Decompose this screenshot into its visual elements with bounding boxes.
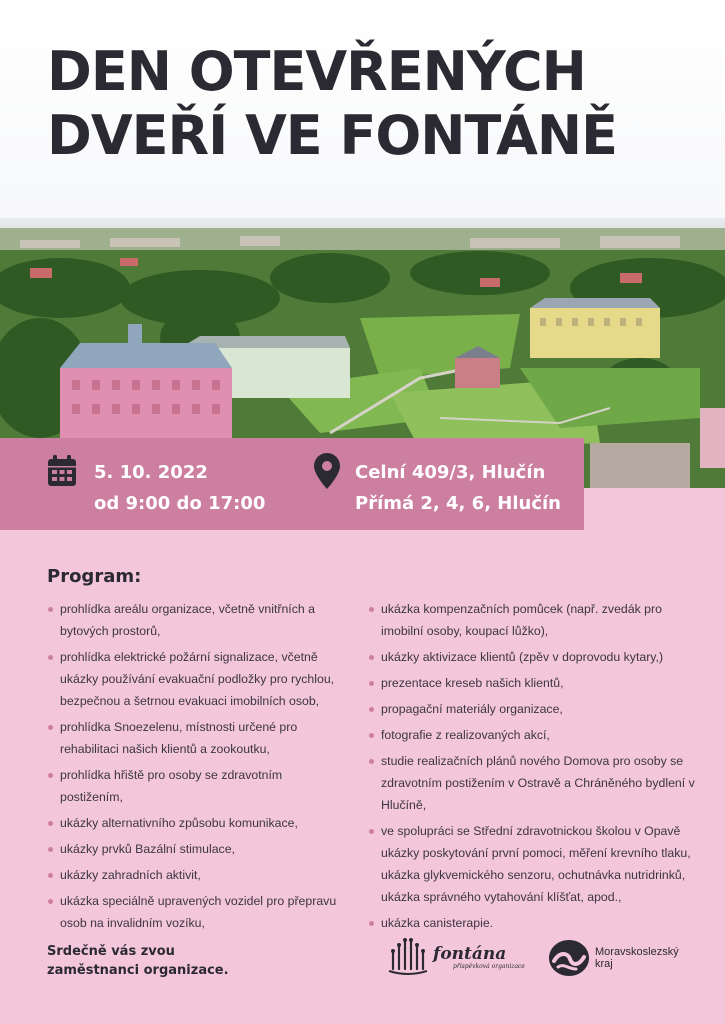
list-item: ukázka speciálně upravených vozidel pro přepravu osob na invalidním vozíku,: [47, 890, 347, 934]
list-item: ukázky zahradních aktivit,: [47, 864, 347, 886]
region-name-line-1: Moravskoslezský: [595, 946, 679, 958]
fontana-logo: [387, 937, 525, 977]
address-line-2: Přímá 2, 4, 6, Hlučín: [355, 493, 561, 514]
header: [0, 0, 725, 222]
list-item: prohlídka hřiště pro osoby se zdravotním postižením,: [47, 764, 347, 808]
moravskoslezsky-kraj-logo: [548, 939, 679, 977]
event-address: [355, 457, 561, 519]
region-name-line-2: kraj: [595, 958, 613, 970]
program-heading: Program:: [47, 566, 142, 587]
list-item: ukázky alternativního způsobu komunikace,: [47, 812, 347, 834]
event-date-time: [94, 457, 265, 519]
region-name: [595, 946, 679, 970]
invitation-line-1: Srdečně vás zvou: [47, 944, 175, 959]
list-item: prohlídka elektrické požární signalizace, včetně ukázky používání evakuační podložky pro rychlou, bezpečnou a šetrnou evakuaci imobilních osob,: [47, 646, 347, 712]
calendar-icon: [47, 455, 77, 487]
fontana-name: fontána: [433, 943, 507, 964]
list-item: propagační materiály organizace,: [368, 698, 698, 720]
invitation-text: [47, 942, 229, 980]
location-pin-icon: [314, 453, 340, 489]
list-item: ukázka canisterapie.: [368, 912, 698, 934]
list-item: ukázky aktivizace klientů (zpěv v doprovodu kytary,): [368, 646, 698, 668]
fontana-subtitle: příspěvková organizace: [453, 962, 525, 970]
program-list-left: [47, 598, 347, 938]
invitation-line-2: zaměstnanci organizace.: [47, 963, 229, 978]
list-item: fotografie z realizovaných akcí,: [368, 724, 698, 746]
list-item: studie realizačních plánů nového Domova pro osoby se zdravotním postižením v Ostravě a Chráněného bydlení v Hlučíně,: [368, 750, 698, 816]
list-item: ukázka kompenzačních pomůcek (např. zvedák pro imobilní osoby, koupací lůžko),: [368, 598, 698, 642]
fountain-icon: [387, 937, 427, 977]
event-time: od 9:00 do 17:00: [94, 493, 266, 514]
list-item: ukázky prvků Bazální stimulace,: [47, 838, 347, 860]
list-item: prezentace kreseb našich klientů,: [368, 672, 698, 694]
list-item: ve spolupráci se Střední zdravotnickou školou v Opavě ukázky poskytování první pomoci, měření krevního tlaku, ukázka glykvemického senzoru, ochutnávka nutridrinků, ukázka správného vytahování klíšťat, apod.,: [368, 820, 698, 908]
list-item: prohlídka Snoezelenu, místnosti určené pro rehabilitaci našich klientů a zookoutku,: [47, 716, 347, 760]
title-line-2: DVEŘÍ VE FONTÁNĚ: [47, 104, 617, 167]
address-line-1: Celní 409/3, Hlučín: [355, 462, 546, 483]
region-emblem-icon: [548, 939, 590, 977]
fontana-wordmark: [433, 945, 525, 970]
program-list-right: [368, 598, 698, 938]
title-line-1: DEN OTEVŘENÝCH: [47, 40, 586, 103]
list-item: prohlídka areálu organizace, včetně vnitřních a bytových prostorů,: [47, 598, 347, 642]
event-date: 5. 10. 2022: [94, 462, 208, 483]
page-title: [47, 40, 617, 168]
